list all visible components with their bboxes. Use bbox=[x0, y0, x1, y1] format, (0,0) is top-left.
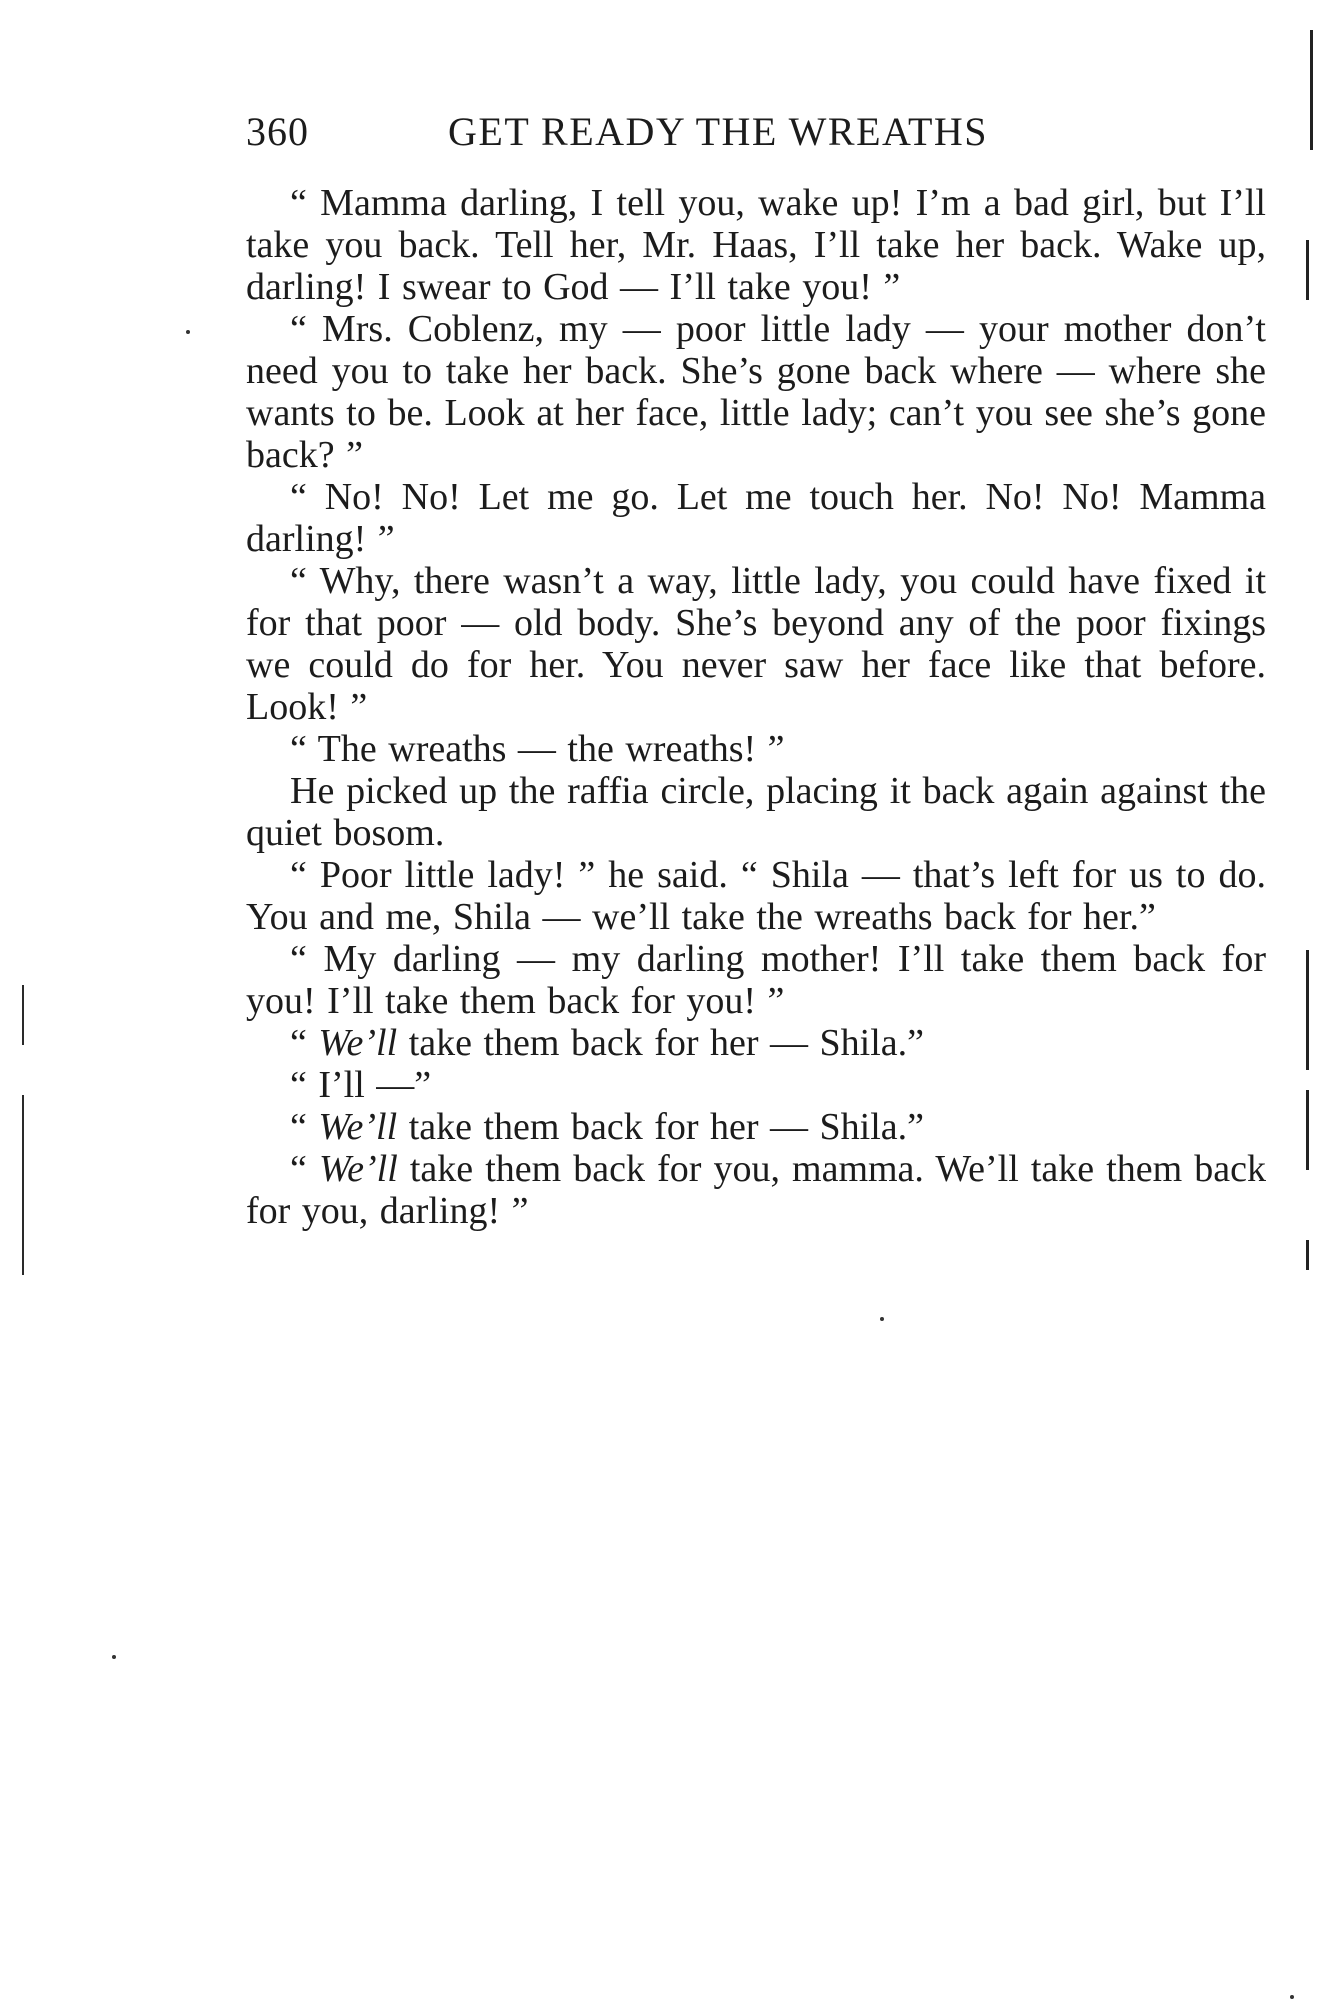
scan-speck bbox=[186, 330, 190, 334]
paragraph bbox=[246, 938, 1266, 1022]
paragraph bbox=[246, 1064, 1266, 1106]
scan-speck bbox=[880, 1317, 884, 1321]
page-number: 360 bbox=[246, 109, 309, 154]
scan-speck bbox=[1290, 1995, 1294, 1999]
scan-edge-mark bbox=[1306, 1240, 1309, 1270]
paragraph-text: “ Mamma darling, I tell you, wake up! I’m a bad girl, but I’ll take you back. Tell her, Mr. Haas, I’ll take her back. Wake up, darling! I swear to God — I’ll take you! ” bbox=[246, 182, 1266, 308]
paragraph bbox=[246, 854, 1266, 938]
scan-edge-mark bbox=[1310, 30, 1313, 150]
scan-edge-mark bbox=[1306, 1090, 1309, 1170]
paragraph-text: “ I’ll —” bbox=[290, 1064, 432, 1106]
body-text bbox=[246, 182, 1266, 1232]
emphasis: We’ll bbox=[318, 1022, 398, 1064]
scan-edge-mark bbox=[1306, 950, 1309, 1070]
page-header bbox=[246, 108, 1096, 164]
paragraph bbox=[246, 560, 1266, 728]
quote-open: “ bbox=[290, 1022, 319, 1064]
paragraph bbox=[246, 476, 1266, 560]
scan-gutter-mark bbox=[22, 985, 24, 1045]
paragraph bbox=[246, 1106, 1266, 1148]
paragraph-text: He picked up the raffia circle, placing it back again against the quiet bosom. bbox=[246, 770, 1266, 854]
paragraph bbox=[246, 308, 1266, 476]
paragraph-text: “ Poor little lady! ” he said. “ Shila — that’s left for us to do. You and me, Shila — we’ll take the wreaths back for her.” bbox=[246, 854, 1266, 938]
quote-open: “ bbox=[290, 1148, 319, 1190]
scan-gutter-mark bbox=[22, 1095, 24, 1275]
paragraph-text: “ Why, there wasn’t a way, little lady, you could have fixed it for that poor — old body. She’s beyond any of the poor fixings we could do for her. You never saw her face like that before. Look! ” bbox=[246, 560, 1266, 728]
paragraph-text: take them back for you, mamma. We’ll take them back for you, darling! ” bbox=[246, 1148, 1266, 1232]
paragraph-text: “ No! No! Let me go. Let me touch her. No! No! Mamma darling! ” bbox=[246, 476, 1266, 560]
paragraph bbox=[246, 728, 1266, 770]
paragraph-text: “ Mrs. Coblenz, my — poor little lady — your mother don’t need you to take her back. She’s gone back where — where she wants to be. Look at her face, little lady; can’t you see she’s gone back? ” bbox=[246, 308, 1266, 476]
quote-open: “ bbox=[290, 1106, 319, 1148]
scan-speck bbox=[112, 1655, 116, 1659]
paragraph bbox=[246, 1148, 1266, 1232]
paragraph bbox=[246, 770, 1266, 854]
paragraph-text: take them back for her — Shila.” bbox=[397, 1022, 925, 1064]
emphasis: We’ll bbox=[318, 1106, 398, 1148]
paragraph-text: take them back for her — Shila.” bbox=[397, 1106, 925, 1148]
scan-edge-mark bbox=[1306, 240, 1309, 300]
running-head: GET READY THE WREATHS bbox=[448, 109, 989, 154]
paragraph bbox=[246, 1022, 1266, 1064]
paragraph bbox=[246, 182, 1266, 308]
emphasis: We’ll bbox=[318, 1148, 398, 1190]
paragraph-text: “ My darling — my darling mother! I’ll take them back for you! I’ll take them back for you! ” bbox=[246, 938, 1266, 1022]
paragraph-text: “ The wreaths — the wreaths! ” bbox=[290, 728, 785, 770]
